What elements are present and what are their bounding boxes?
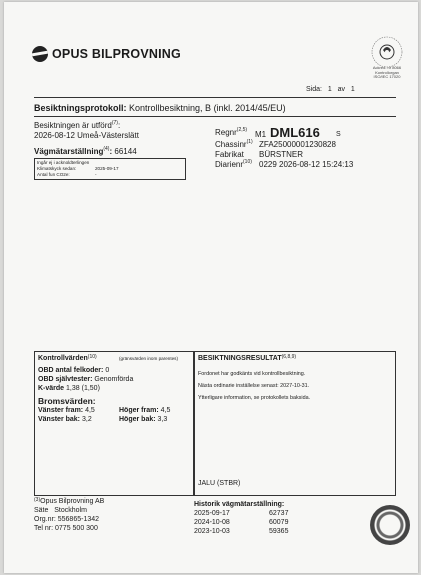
- divider: [34, 116, 396, 117]
- odometer-history-heading: Historik vägmätarställning:: [194, 501, 285, 508]
- result-box: [194, 351, 396, 496]
- diarienr-label: Diarienr$^{(10)}$: [215, 159, 252, 169]
- history-km: 59365: [269, 528, 289, 535]
- fabrikat-label: Fabrikat: [215, 150, 244, 159]
- page-indicator: Sida: 1 av 1: [306, 86, 355, 93]
- regnr-value: DML616: [270, 125, 320, 140]
- diarienr-value: 0229 2026-08-12 15:24:13: [259, 160, 354, 169]
- result-line-2: Nästa ordinarie inställelse senast: 2027-10-31.: [198, 383, 310, 389]
- protocol-sheet: [4, 2, 418, 573]
- result-line-1: Fordonet har godkänts vid kontrollbesiktning.: [198, 371, 306, 377]
- brake-left-front: Vänster fram: 4,5: [38, 407, 95, 414]
- document-title: Besiktningsprotokoll: Kontrollbesiktning, B (inkl. 2014/45/EU): [34, 103, 286, 113]
- history-date: 2024-10-08: [194, 519, 230, 526]
- opus-logo-icon: [32, 46, 48, 62]
- history-date: 2025-09-17: [194, 510, 230, 517]
- control-heading-note: (gränsvärden inom parentes): [119, 356, 178, 361]
- environment-info-box: Ingår ej i acknoldterlingen Klimatskyck sedan: 2025-09-17 Antal fun CO2e: -: [34, 158, 186, 180]
- company-phone: Tel nr: 0775 500 300: [34, 525, 98, 532]
- certification-seal-icon: [370, 505, 410, 545]
- control-heading: Kontrollvärden$^{(10)}$: [38, 354, 97, 362]
- inspector-signature: JALU (STBR): [198, 480, 241, 487]
- brand-name: OPUS BILPROVNING: [52, 47, 181, 61]
- brake-right-rear: Höger bak: 3,3: [119, 416, 168, 423]
- regnr-label: Regnr$^{(2,5)}$: [215, 127, 248, 137]
- k-value: K-värde 1,38 (1,50): [38, 385, 100, 392]
- performed-value: 2026-08-12 Umeå-Västerslätt: [34, 131, 139, 140]
- control-values-box: [34, 351, 194, 496]
- chassi-value: ZFA25000001230828: [259, 140, 336, 149]
- chassi-label: Chassinr$^{(1)}$: [215, 139, 253, 149]
- regnr-suffix: S: [336, 131, 341, 138]
- regnr-prefix: M1: [255, 130, 267, 139]
- result-heading: BESIKTNINGSRESULTAT$^{(6,8,9)}$: [198, 354, 297, 362]
- obd-selftest: OBD självtester: Genomförda: [38, 376, 134, 383]
- company-name: $^{(3)}$Opus Bilprovning AB: [34, 497, 105, 505]
- result-line-3: Ytterligare information, se protokollets baksida.: [198, 395, 311, 401]
- history-km: 62737: [269, 510, 289, 517]
- obd-faults: OBD antal felkoder: 0: [38, 367, 110, 374]
- brake-heading: Bromsvärden:: [38, 396, 96, 406]
- performed-label: Besiktningen är utförd$^{(7)}$:: [34, 120, 121, 130]
- company-org-nr: Org.nr: 556865-1342: [34, 516, 100, 523]
- accreditation-fine-print: Ackred. nr 8066 Kontrollorgan ISO/IEC 17020: [372, 65, 402, 79]
- odometer: Vägmätarställning$^{(4)}$: 66144: [34, 146, 137, 156]
- history-km: 60079: [269, 519, 289, 526]
- brake-right-front: Höger fram: 4,5: [119, 407, 171, 414]
- fabrikat-value: BÜRSTNER: [259, 150, 304, 159]
- divider: [34, 97, 396, 98]
- history-date: 2023-10-03: [194, 528, 230, 535]
- brake-left-rear: Vänster bak: 3,2: [38, 416, 92, 423]
- company-seat: Säte Stockholm: [34, 507, 87, 514]
